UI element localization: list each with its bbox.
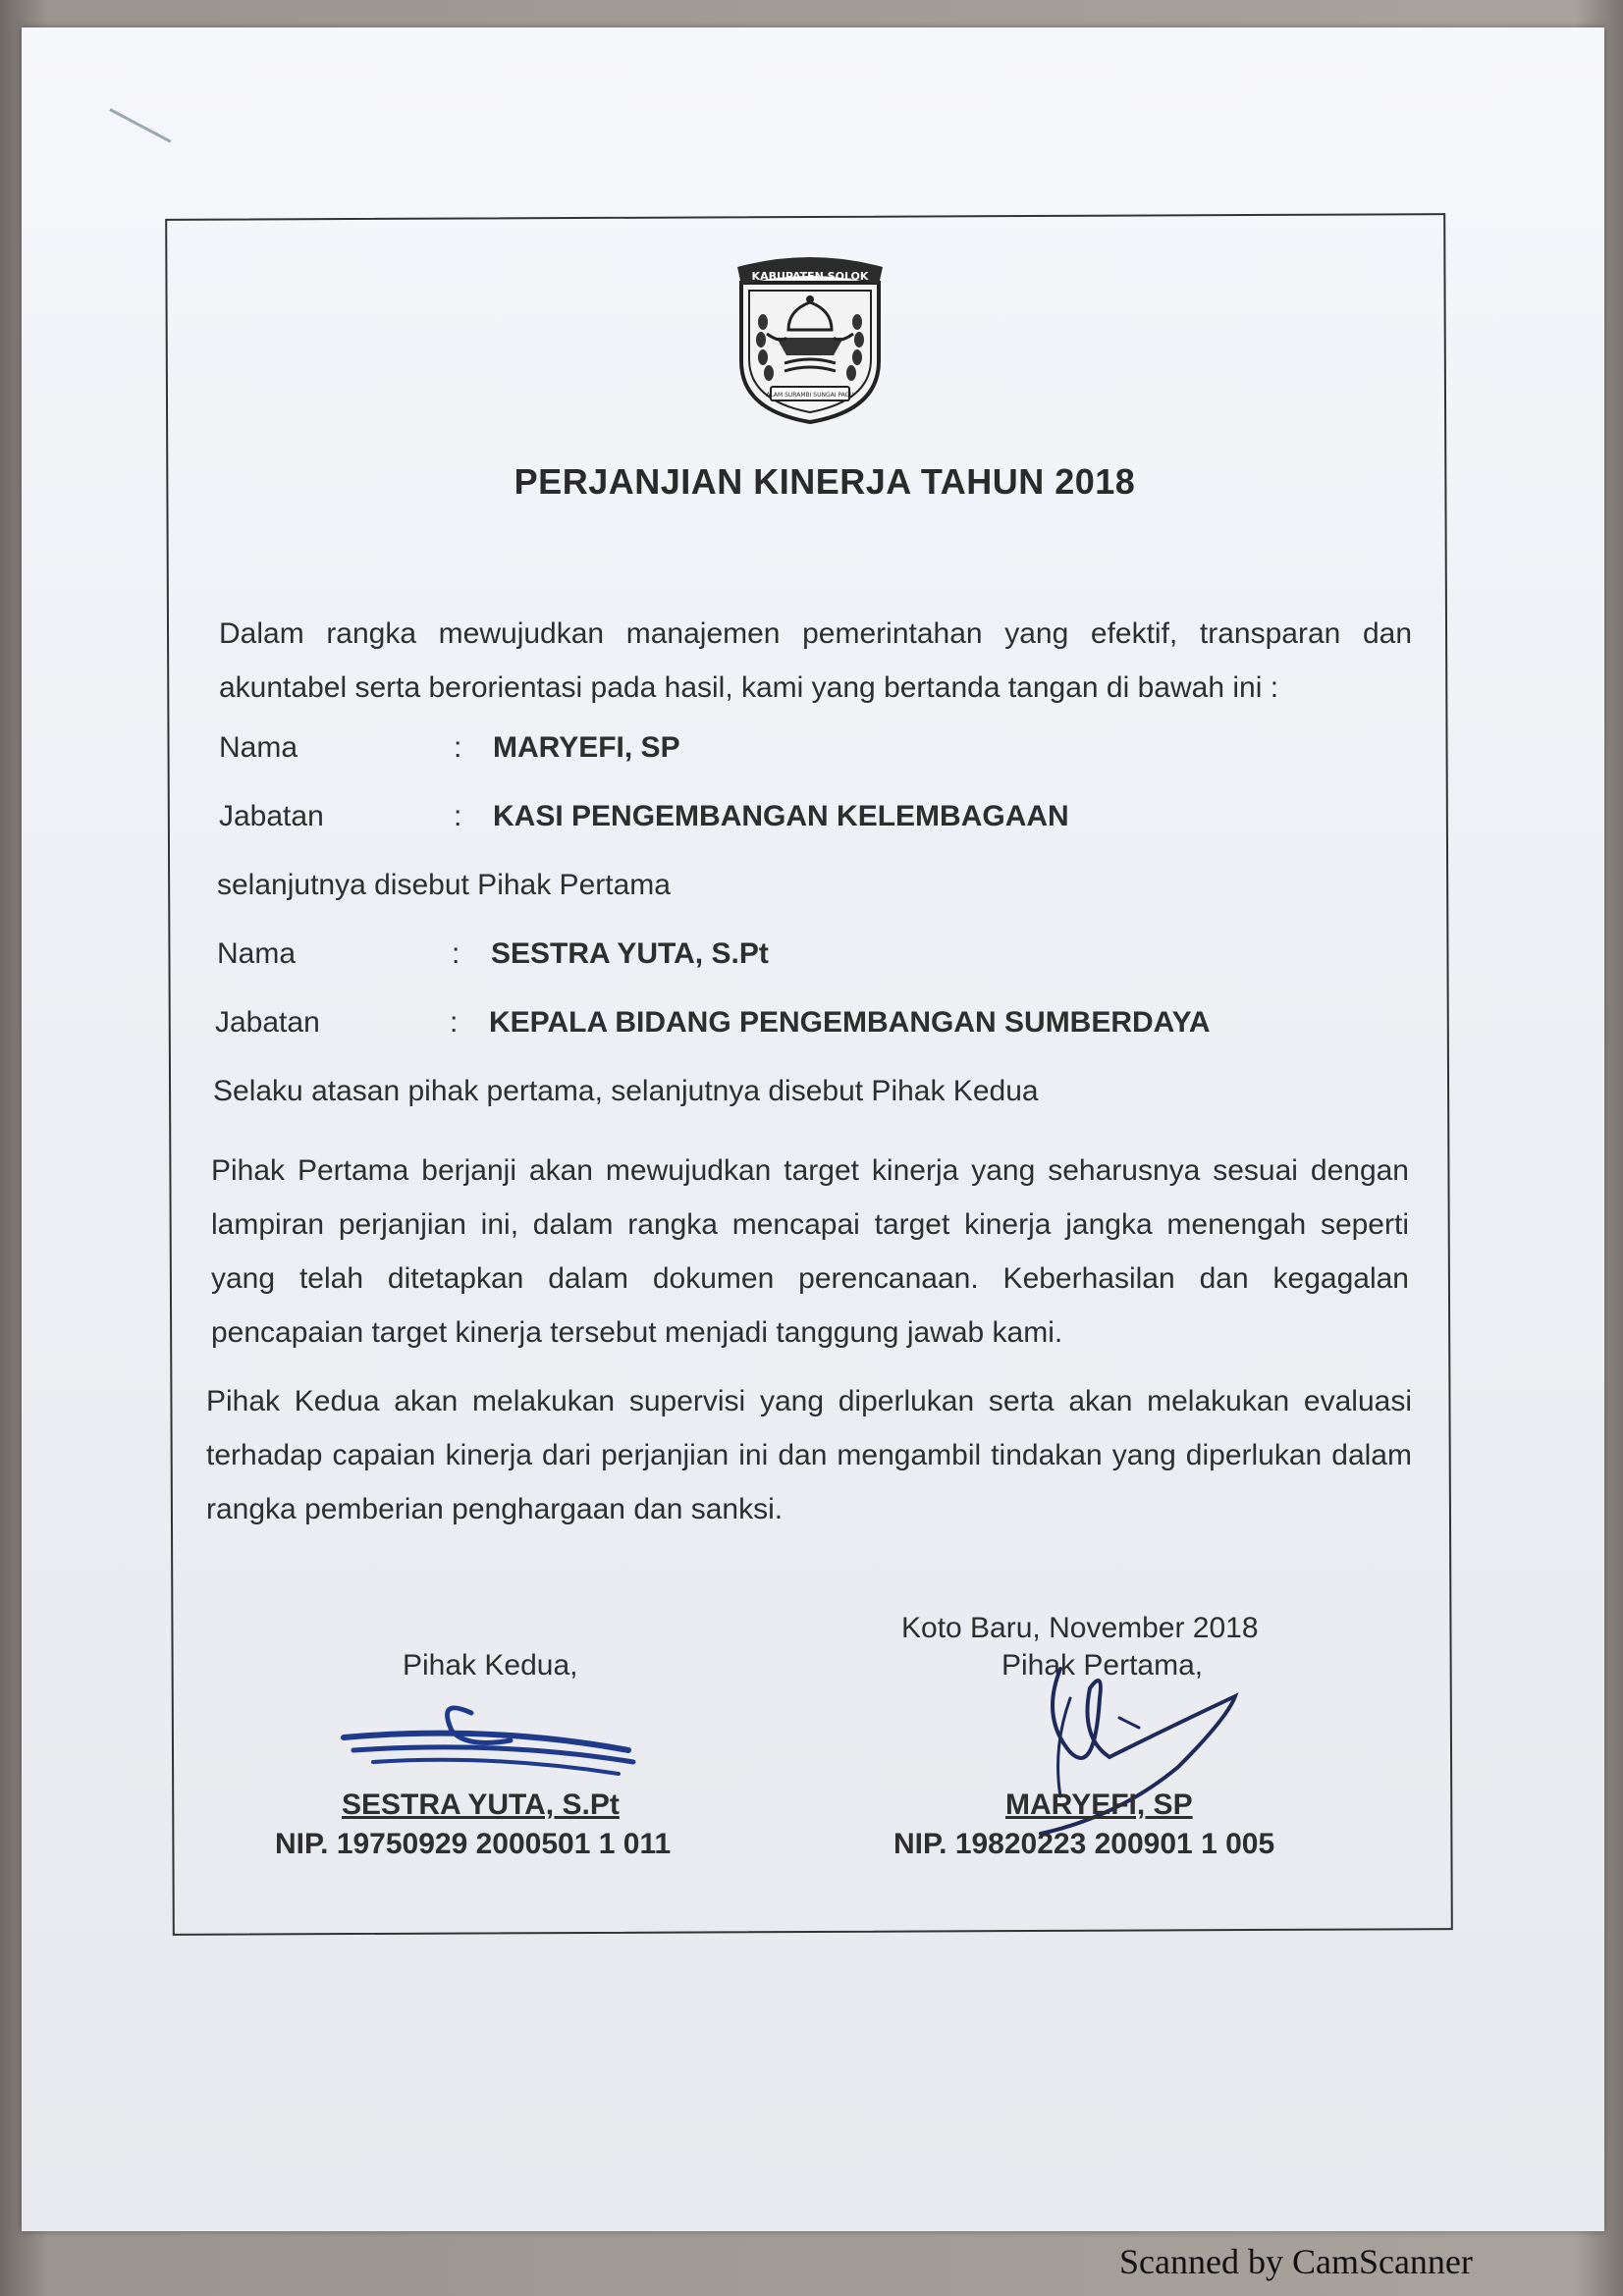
emblem-motto-text: ALAM SURAMBI SUNGAI PAGU: [766, 392, 854, 399]
party-one-position-label: Jabatan: [219, 800, 324, 832]
camscanner-watermark: Scanned by CamScanner: [1119, 2242, 1473, 2281]
party-two-name-colon: :: [452, 937, 460, 970]
party-one-position: KASI PENGEMBANGAN KELEMBAGAAN: [493, 800, 1069, 832]
right-signer-nip: NIP. 19820223 200901 1 005: [893, 1828, 1275, 1860]
right-signer-name: MARYEFI, SP: [1005, 1789, 1193, 1821]
party-one-caption: selanjutnya disebut Pihak Pertama: [217, 869, 671, 901]
left-signature-icon: [334, 1683, 648, 1791]
left-signer-name: SESTRA YUTA, S.Pt: [342, 1789, 620, 1821]
party-two-position: KEPALA BIDANG PENGEMBANGAN SUMBERDAYA: [489, 1006, 1211, 1039]
paragraph-commitment: Pihak Pertama berjanji akan mewujudkan target kinerja yang seharusnya sesuai dengan lampiran perjanjian ini, dalam rangka mencapai target kinerja jangka menengah seperti yang telah ditetapkan dalam dokumen perencanaan. Keberhasilan dan kegagalan pencapaian target kinerja tersebut menjadi tanggung jawab kami.: [211, 1154, 1409, 1349]
emblem-banner-text: KABUPATEN SOLOK: [751, 270, 869, 283]
left-signer-nip: NIP. 19750929 2000501 1 011: [275, 1828, 672, 1860]
intro-paragraph: Dalam rangka mewujudkan manajemen pemerintahan yang efektif, transparan dan akuntabel serta berorientasi pada hasil, kami yang bertanda tangan di bawah ini :: [219, 617, 1412, 704]
paragraph-supervision: Pihak Kedua akan melakukan supervisi yang diperlukan serta akan melakukan evaluasi terhadap capaian kinerja dari perjanjian ini dan mengambil tindakan yang diperlukan dalam rangka pemberian penghargaan dan sanksi.: [206, 1385, 1412, 1525]
left-signer-role: Pihak Kedua,: [403, 1649, 578, 1682]
place-date: Koto Baru, November 2018: [901, 1612, 1259, 1644]
right-signer-role: Pihak Pertama,: [1001, 1649, 1204, 1682]
party-one-name-label: Nama: [219, 731, 298, 764]
party-one-name-colon: :: [454, 731, 462, 764]
party-one-position-colon: :: [454, 800, 462, 832]
party-two-caption: Selaku atasan pihak pertama, selanjutnya disebut Pihak Kedua: [213, 1075, 1039, 1107]
party-two-position-label: Jabatan: [215, 1006, 320, 1039]
party-two-name-label: Nama: [217, 937, 297, 970]
party-two-position-colon: :: [450, 1006, 459, 1039]
party-two-name: SESTRA YUTA, S.Pt: [491, 937, 769, 970]
kabupaten-emblem-icon: [731, 253, 889, 425]
document-title: PERJANJIAN KINERJA TAHUN 2018: [514, 461, 1136, 502]
party-one-name: MARYEFI, SP: [493, 731, 680, 764]
